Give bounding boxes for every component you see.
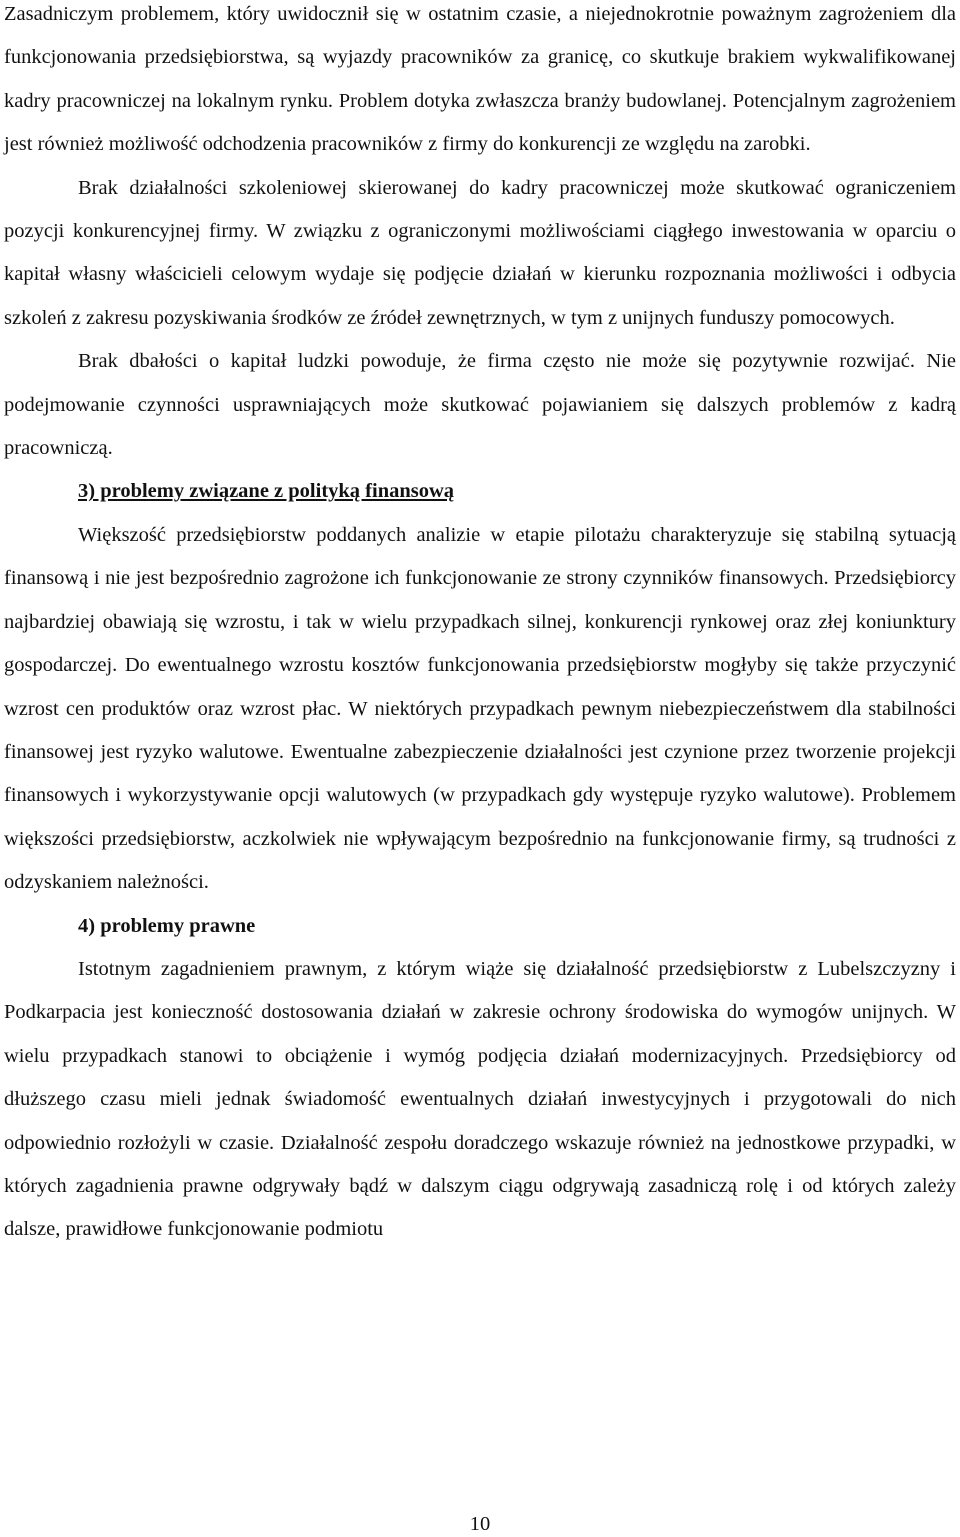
section-heading-financial-text: 3) problemy związane z polityką finansową: [78, 480, 455, 503]
paragraph-human-capital: Brak dbałości o kapitał ludzki powoduje, że firma często nie może się pozytywnie rozwijać. Nie podejmowanie czynności usprawniających może skutkować pojawianiem się dalszych problemów z kadrą pracowniczą.: [4, 350, 956, 460]
paragraph-legal: Istotnym zagadnieniem prawnym, z którym wiąże się działalność przedsiębiorstw z Lubelszczyzny i Podkarpacia jest konieczność dostosowania działań w zakresie ochrony środowiska do wymogów unijnych. W wielu przypadkach stanowi to obciążenie i wymóg podjęcia działań modernizacyjnych. Przedsiębiorcy od dłuższego czasu mieli jednak świadomość ewentualnych działań inwestycyjnych i przygotowali do nich odpowiednio rozłożyli w czasie. Działalność zespołu doradczego wskazuje również na jednostkowe przypadki, w których zagadnienia prawne odgrywały bądź w dalszym ciągu odgrywają zasadniczą rolę i od których zależy dalsze, prawidłowe funkcjonowanie podmiotu: [4, 957, 956, 1241]
paragraph-financial: Większość przedsiębiorstw poddanych analizie w etapie pilotażu charakteryzuje się stabilną sytuacją finansową i nie jest bezpośrednio zagrożone ich funkcjonowanie ze strony czynników finansowych. Przedsiębiorcy najbardziej obawiają się wzrostu, i tak w wielu przypadkach silnej, konkurencji rynkowej oraz złej koniunktury gospodarczej. Do ewentualnego wzrostu kosztów funkcjonowania przedsiębiorstw mogłyby się także przyczynić wzrost cen produktów oraz wzrost płac. W niektórych przypadkach pewnym niebezpieczeństwem dla stabilności finansowej jest ryzyko walutowe. Ewentualne zabezpieczenie działalności jest czynione przez tworzenie projekcji finansowych i wykorzystywanie opcji walutowych (w przypadkach gdy występuje ryzyko walutowe). Problemem większości przedsiębiorstw, aczkolwiek nie wpływającym bezpośrednio na funkcjonowanie firmy, są trudności z odzyskaniem należności.: [4, 523, 956, 894]
paragraph-training: Brak działalności szkoleniowej skierowanej do kadry pracowniczej może skutkować ograniczeniem pozycji konkurencyjnej firmy. W związku z ograniczonymi możliwościami ciągłego inwestowania w oparciu o kapitał własny właścicieli celowym wydaje się podjęcie działań w kierunku rozpoznania możliwości i odbycia szkoleń z zakresu pozyskiwania środków ze źródeł zewnętrznych, w tym z unijnych funduszy pomocowych.: [4, 176, 956, 329]
paragraph-intro: Zasadniczym problemem, który uwidocznił się w ostatnim czasie, a niejednokrotnie poważnym zagrożeniem dla funkcjonowania przedsiębiorstwa, są wyjazdy pracowników za granicę, co skutkuje brakiem wykwalifikowanej kadry pracowniczej na lokalnym rynku. Problem dotyka zwłaszcza branży budowlanej. Potencjalnym zagrożeniem jest również możliwość odchodzenia pracowników z firmy do konkurencji ze względu na zarobki.: [4, 3, 956, 156]
section-heading-financial: [4, 470, 956, 513]
document-page: [4, 0, 956, 1252]
page-number: 10: [469, 1513, 491, 1535]
section-heading-legal: 4) problemy prawne: [78, 914, 256, 937]
